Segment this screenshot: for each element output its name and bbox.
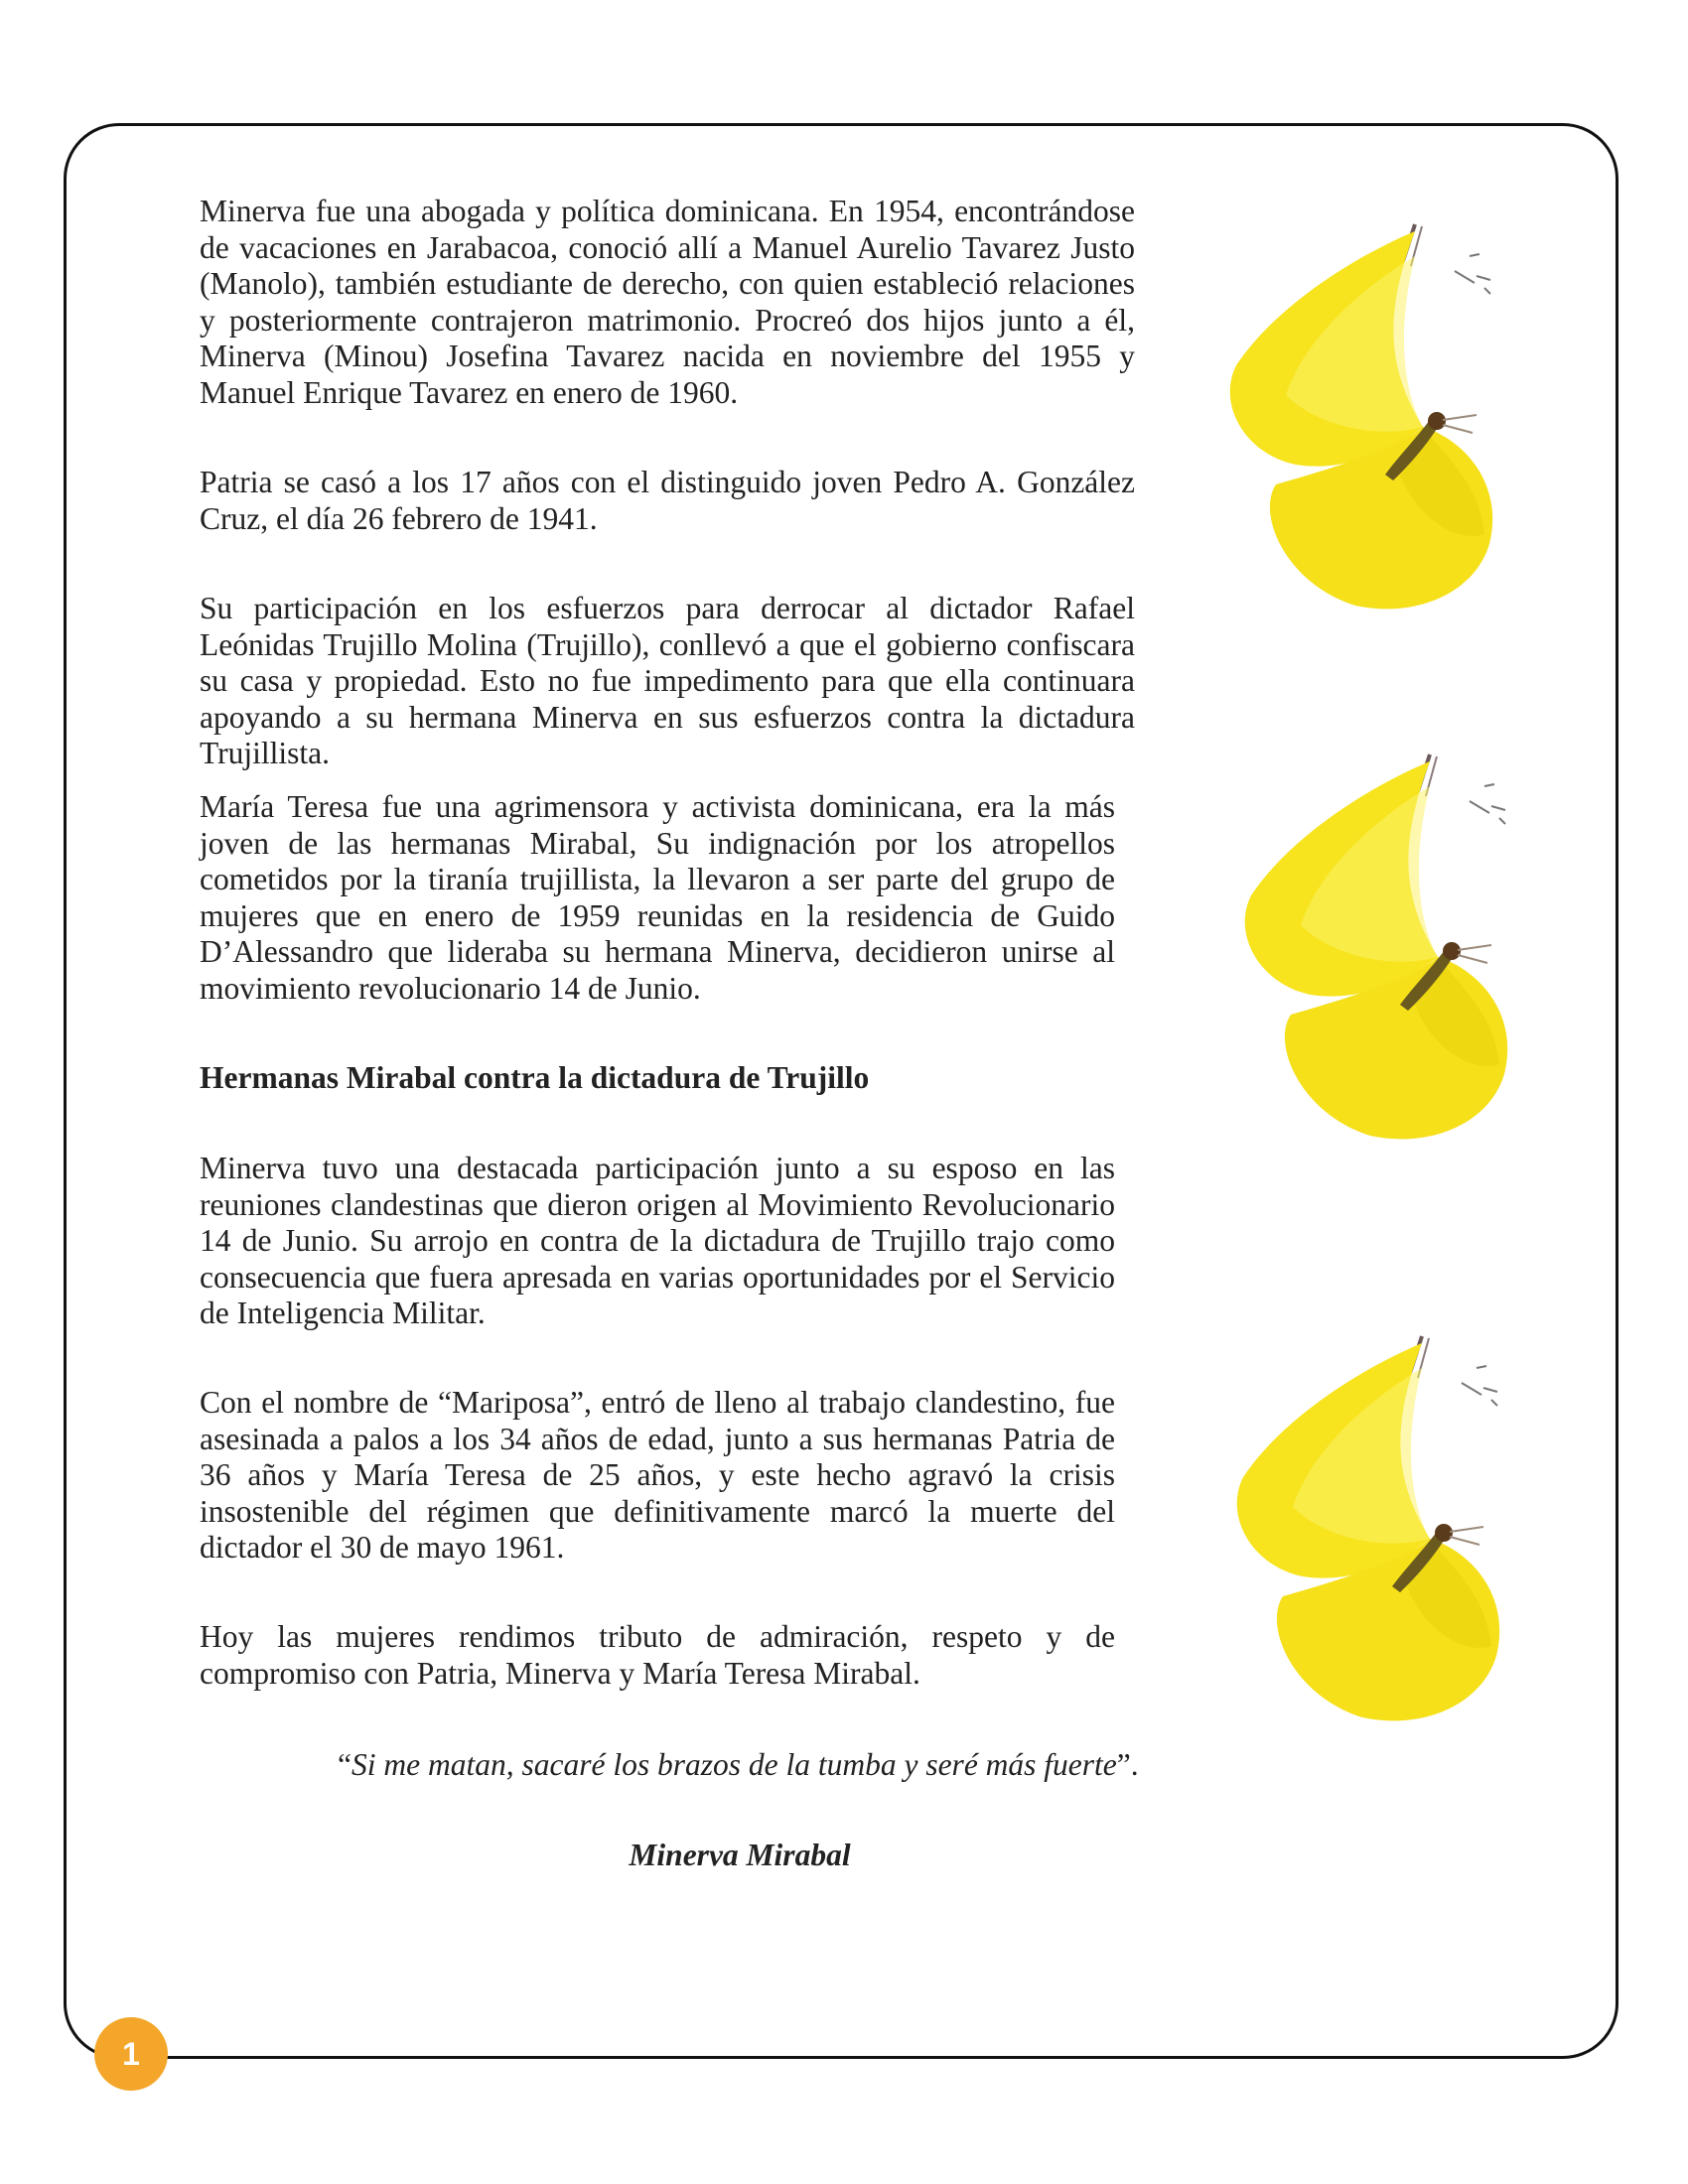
- section-heading: [200, 1060, 1115, 1097]
- paragraph-maria-teresa: [200, 789, 1115, 1007]
- paragraph-minerva-bio: [200, 194, 1135, 411]
- paragraph-mariposa: [200, 1385, 1115, 1567]
- paragraph-patria-participation: [200, 591, 1135, 772]
- yellow-butterfly-image: [1216, 216, 1524, 614]
- paragraph-text: Minerva tuvo una destacada participación junto a su esposo en las reuniones clandestinas que dieron origen al Movimiento Revolucionario 14 de Junio. Su arrojo en contra de la dictadura de Trujillo trajo como consecuencia que fuera apresada en varias oportunidades por el Servicio de Inteligencia Militar.: [200, 1151, 1115, 1330]
- heading-text: Hermanas Mirabal contra la dictadura de Trujillo: [200, 1060, 870, 1095]
- paragraph-text: Su participación en los esfuerzos para derrocar al dictador Rafael Leónidas Trujillo Molina (Trujillo), conllevó a que el gobierno confiscara su casa y propiedad. Esto no fue impedimento para que ella continuara apoyando a su hermana Minerva en sus esfuerzos contra la dictadura Trujillista.: [200, 591, 1135, 770]
- paragraph-minerva-participation: [200, 1151, 1115, 1332]
- paragraph-text: Patria se casó a los 17 años con el distinguido joven Pedro A. González Cruz, el día 26 febrero de 1941.: [200, 465, 1135, 536]
- quote-text: Si me matan, sacaré los brazos de la tumba y seré más fuerte: [351, 1747, 1117, 1782]
- paragraph-tribute: [200, 1619, 1115, 1692]
- page-number: 1: [122, 2035, 140, 2072]
- page-number-badge: [94, 2017, 168, 2091]
- quote-close-mark: ”.: [1116, 1747, 1139, 1782]
- quote-open-mark: “: [338, 1747, 352, 1782]
- paragraph-text: María Teresa fue una agrimensora y activista dominicana, era la más joven de las hermanas Mirabal, Su indignación por los atropellos cometidos por la tiranía trujillista, la llevaron a ser parte del grupo de mujeres que en enero de 1959 reunidas en la residencia de Guido D’Alessandro que lideraba su hermana Minerva, decidieron unirse al movimiento revolucionario 14 de Junio.: [200, 789, 1115, 1006]
- paragraph-text: Con el nombre de “Mariposa”, entró de lleno al trabajo clandestino, fue asesinada a palos a los 34 años de edad, junto a sus hermanas Patria de 36 años y María Teresa de 25 años, y este hecho agravó la crisis insostenible del régimen que definitivamente marcó la muerte del dictador el 30 de mayo 1961.: [200, 1385, 1115, 1565]
- paragraph-text: Minerva fue una abogada y política dominicana. En 1954, encontrándose de vacaciones en Jarabacoa, conoció allí a Manuel Aurelio Tavarez Justo (Manolo), también estudiante de derecho, con quien estableció relaciones y posteriormente contrajeron matrimonio. Procreó dos hijos junto a él, Minerva (Minou) Josefina Tavarez nacida en noviembre del 1955 y Manuel Enrique Tavarez en enero de 1960.: [200, 194, 1135, 410]
- quote-author: Minerva Mirabal: [629, 1838, 851, 1872]
- yellow-butterfly-image: [1231, 747, 1539, 1144]
- yellow-butterfly-image: [1223, 1328, 1531, 1725]
- paragraph-patria-marriage: [200, 465, 1135, 537]
- quote: [338, 1747, 1139, 1784]
- paragraph-text: Hoy las mujeres rendimos tributo de admiración, respeto y de compromiso con Patria, Minerva y María Teresa Mirabal.: [200, 1619, 1115, 1691]
